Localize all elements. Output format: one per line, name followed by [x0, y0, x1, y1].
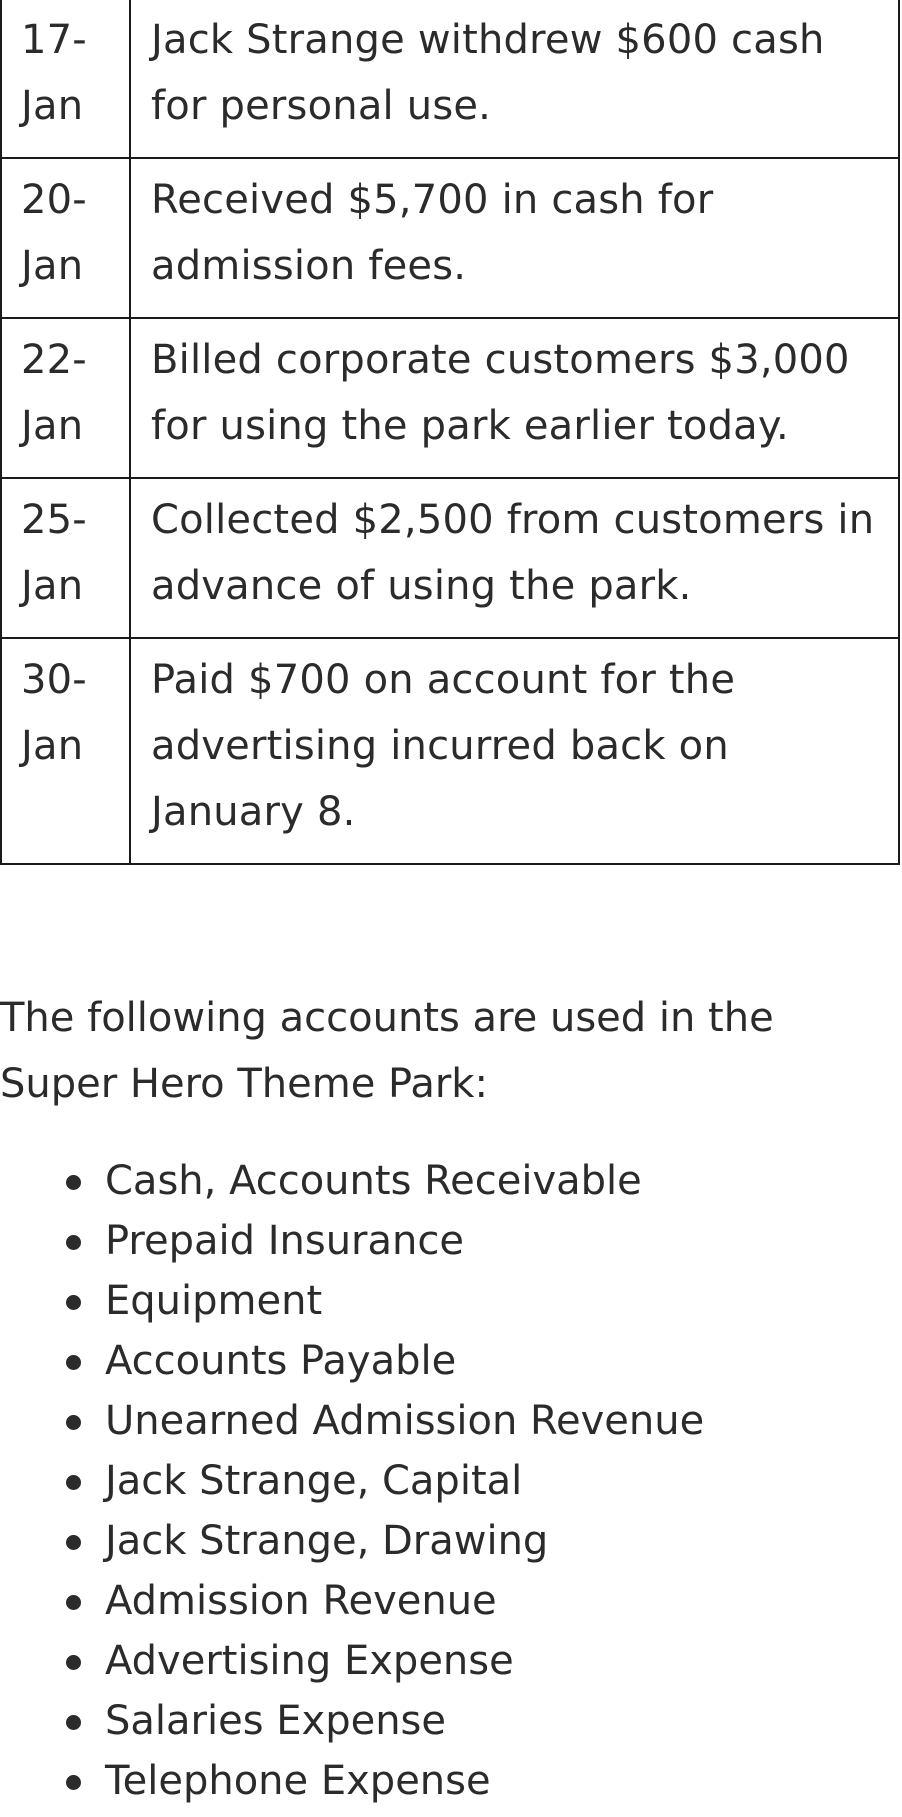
bullet-icon [66, 1415, 81, 1430]
list-item [0, 1631, 704, 1691]
list-item [0, 1571, 704, 1631]
transaction-description: Received $5,700 in cash for admission fees. [130, 158, 899, 318]
bullet-icon [66, 1535, 81, 1550]
bullet-icon [66, 1595, 81, 1610]
list-item [0, 1691, 704, 1751]
transaction-date: 30- Jan [1, 638, 130, 864]
account-name: Jack Strange, Drawing [105, 1518, 549, 1564]
account-name: Salaries Expense [105, 1698, 446, 1744]
table-row [1, 0, 899, 158]
list-item [0, 1211, 704, 1271]
transaction-date: 25- Jan [1, 478, 130, 638]
list-item [0, 1151, 704, 1211]
transaction-description: Billed corporate customers $3,000 for using the park earlier today. [130, 318, 899, 478]
accounts-intro-paragraph: The following accounts are used in the Super Hero Theme Park: [0, 995, 774, 1107]
transaction-description: Jack Strange withdrew $600 cash for personal use. [130, 0, 899, 158]
list-item [0, 1751, 704, 1811]
account-name: Prepaid Insurance [105, 1218, 464, 1264]
account-name: Accounts Payable [105, 1338, 457, 1384]
list-item [0, 1511, 704, 1571]
bullet-icon [66, 1175, 81, 1190]
bullet-icon [66, 1655, 81, 1670]
account-name: Unearned Admission Revenue [105, 1398, 705, 1444]
list-item [0, 1391, 704, 1451]
bullet-icon [66, 1295, 81, 1310]
accounts-list [0, 1151, 704, 1811]
transaction-date: 17- Jan [1, 0, 130, 158]
table-row [1, 638, 899, 864]
transaction-date: 22- Jan [1, 318, 130, 478]
bullet-icon [66, 1715, 81, 1730]
transaction-date: 20- Jan [1, 158, 130, 318]
account-name: Telephone Expense [105, 1758, 491, 1804]
list-item [0, 1271, 704, 1331]
bullet-icon [66, 1235, 81, 1250]
transactions-table [0, 0, 900, 865]
list-item [0, 1331, 704, 1391]
transaction-description: Collected $2,500 from customers in advance of using the park. [130, 478, 899, 638]
bullet-icon [66, 1775, 81, 1790]
list-item [0, 1451, 704, 1511]
account-name: Jack Strange, Capital [105, 1458, 523, 1504]
account-name: Equipment [105, 1278, 323, 1324]
table-row [1, 158, 899, 318]
table-row [1, 478, 899, 638]
bullet-icon [66, 1475, 81, 1490]
account-name: Advertising Expense [105, 1638, 514, 1684]
bullet-icon [66, 1355, 81, 1370]
table-row [1, 318, 899, 478]
account-name: Admission Revenue [105, 1578, 497, 1624]
transaction-description: Paid $700 on account for the advertising incurred back on January 8. [130, 638, 899, 864]
account-name: Cash, Accounts Receivable [105, 1158, 642, 1204]
